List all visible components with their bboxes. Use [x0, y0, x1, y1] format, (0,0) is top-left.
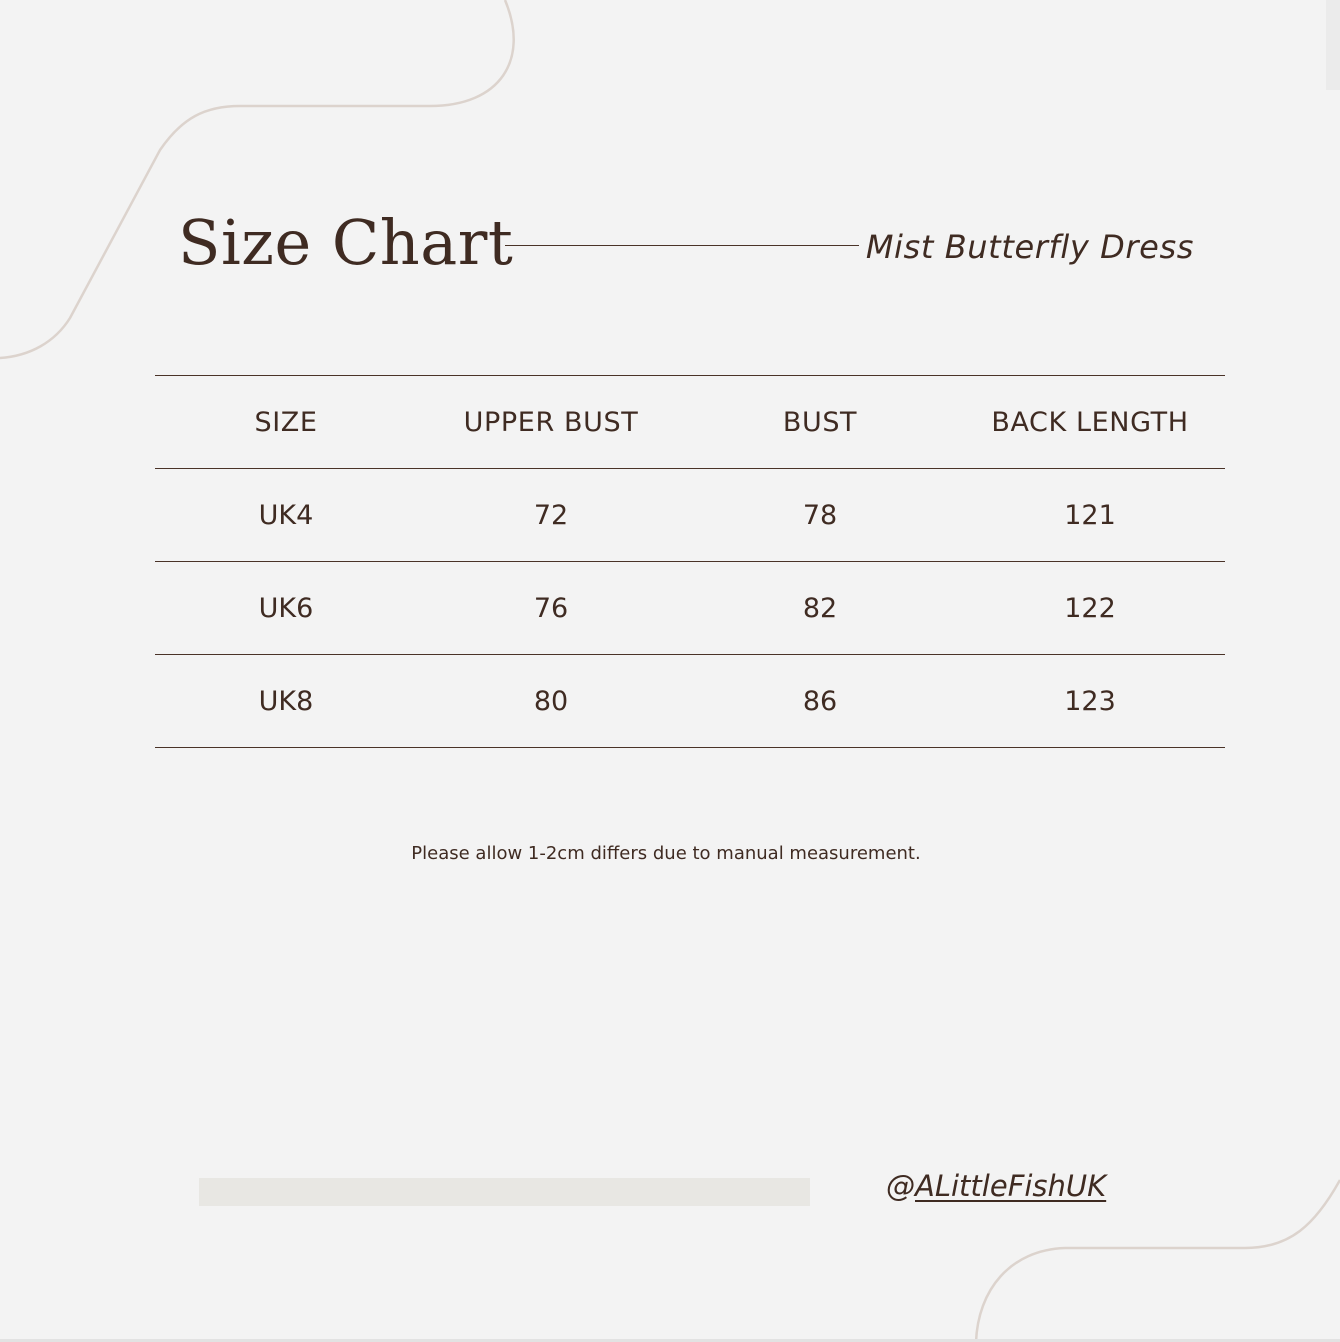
right-edge-shadow: [1326, 0, 1340, 90]
size-table: [155, 375, 1225, 748]
cell-size: UK4: [258, 500, 314, 531]
handle-name-link[interactable]: ALittleFishUK: [915, 1169, 1107, 1203]
table-row: [155, 561, 1225, 654]
cell-bust: 82: [802, 593, 838, 624]
table-row: [155, 654, 1225, 748]
page-title: Size Chart: [178, 206, 514, 279]
cell-upper-bust: 76: [533, 593, 569, 624]
table-row: [155, 468, 1225, 561]
cell-upper-bust: 72: [533, 500, 569, 531]
product-name: Mist Butterfly Dress: [865, 228, 1194, 266]
cell-upper-bust: 80: [533, 686, 569, 717]
handle-at-sign: @: [886, 1169, 915, 1203]
cell-back-length: 122: [1064, 593, 1116, 624]
cell-back-length: 121: [1064, 500, 1116, 531]
footer-bar: [199, 1178, 810, 1206]
cell-back-length: 123: [1064, 686, 1116, 717]
cell-size: UK6: [258, 593, 314, 624]
title-divider: [505, 245, 859, 246]
column-header-bust: BUST: [782, 407, 858, 438]
social-handle[interactable]: [886, 1166, 1106, 1206]
column-header-back-length: BACK LENGTH: [991, 407, 1189, 438]
top-left-curve: [0, 0, 514, 358]
column-header-size: SIZE: [254, 407, 318, 438]
column-header-upper-bust: UPPER BUST: [463, 407, 639, 438]
table-header-row: [155, 375, 1225, 468]
cell-bust: 78: [802, 500, 838, 531]
cell-size: UK8: [258, 686, 314, 717]
cell-bust: 86: [802, 686, 838, 717]
measurement-note: Please allow 1-2cm differs due to manual measurement.: [411, 843, 921, 864]
